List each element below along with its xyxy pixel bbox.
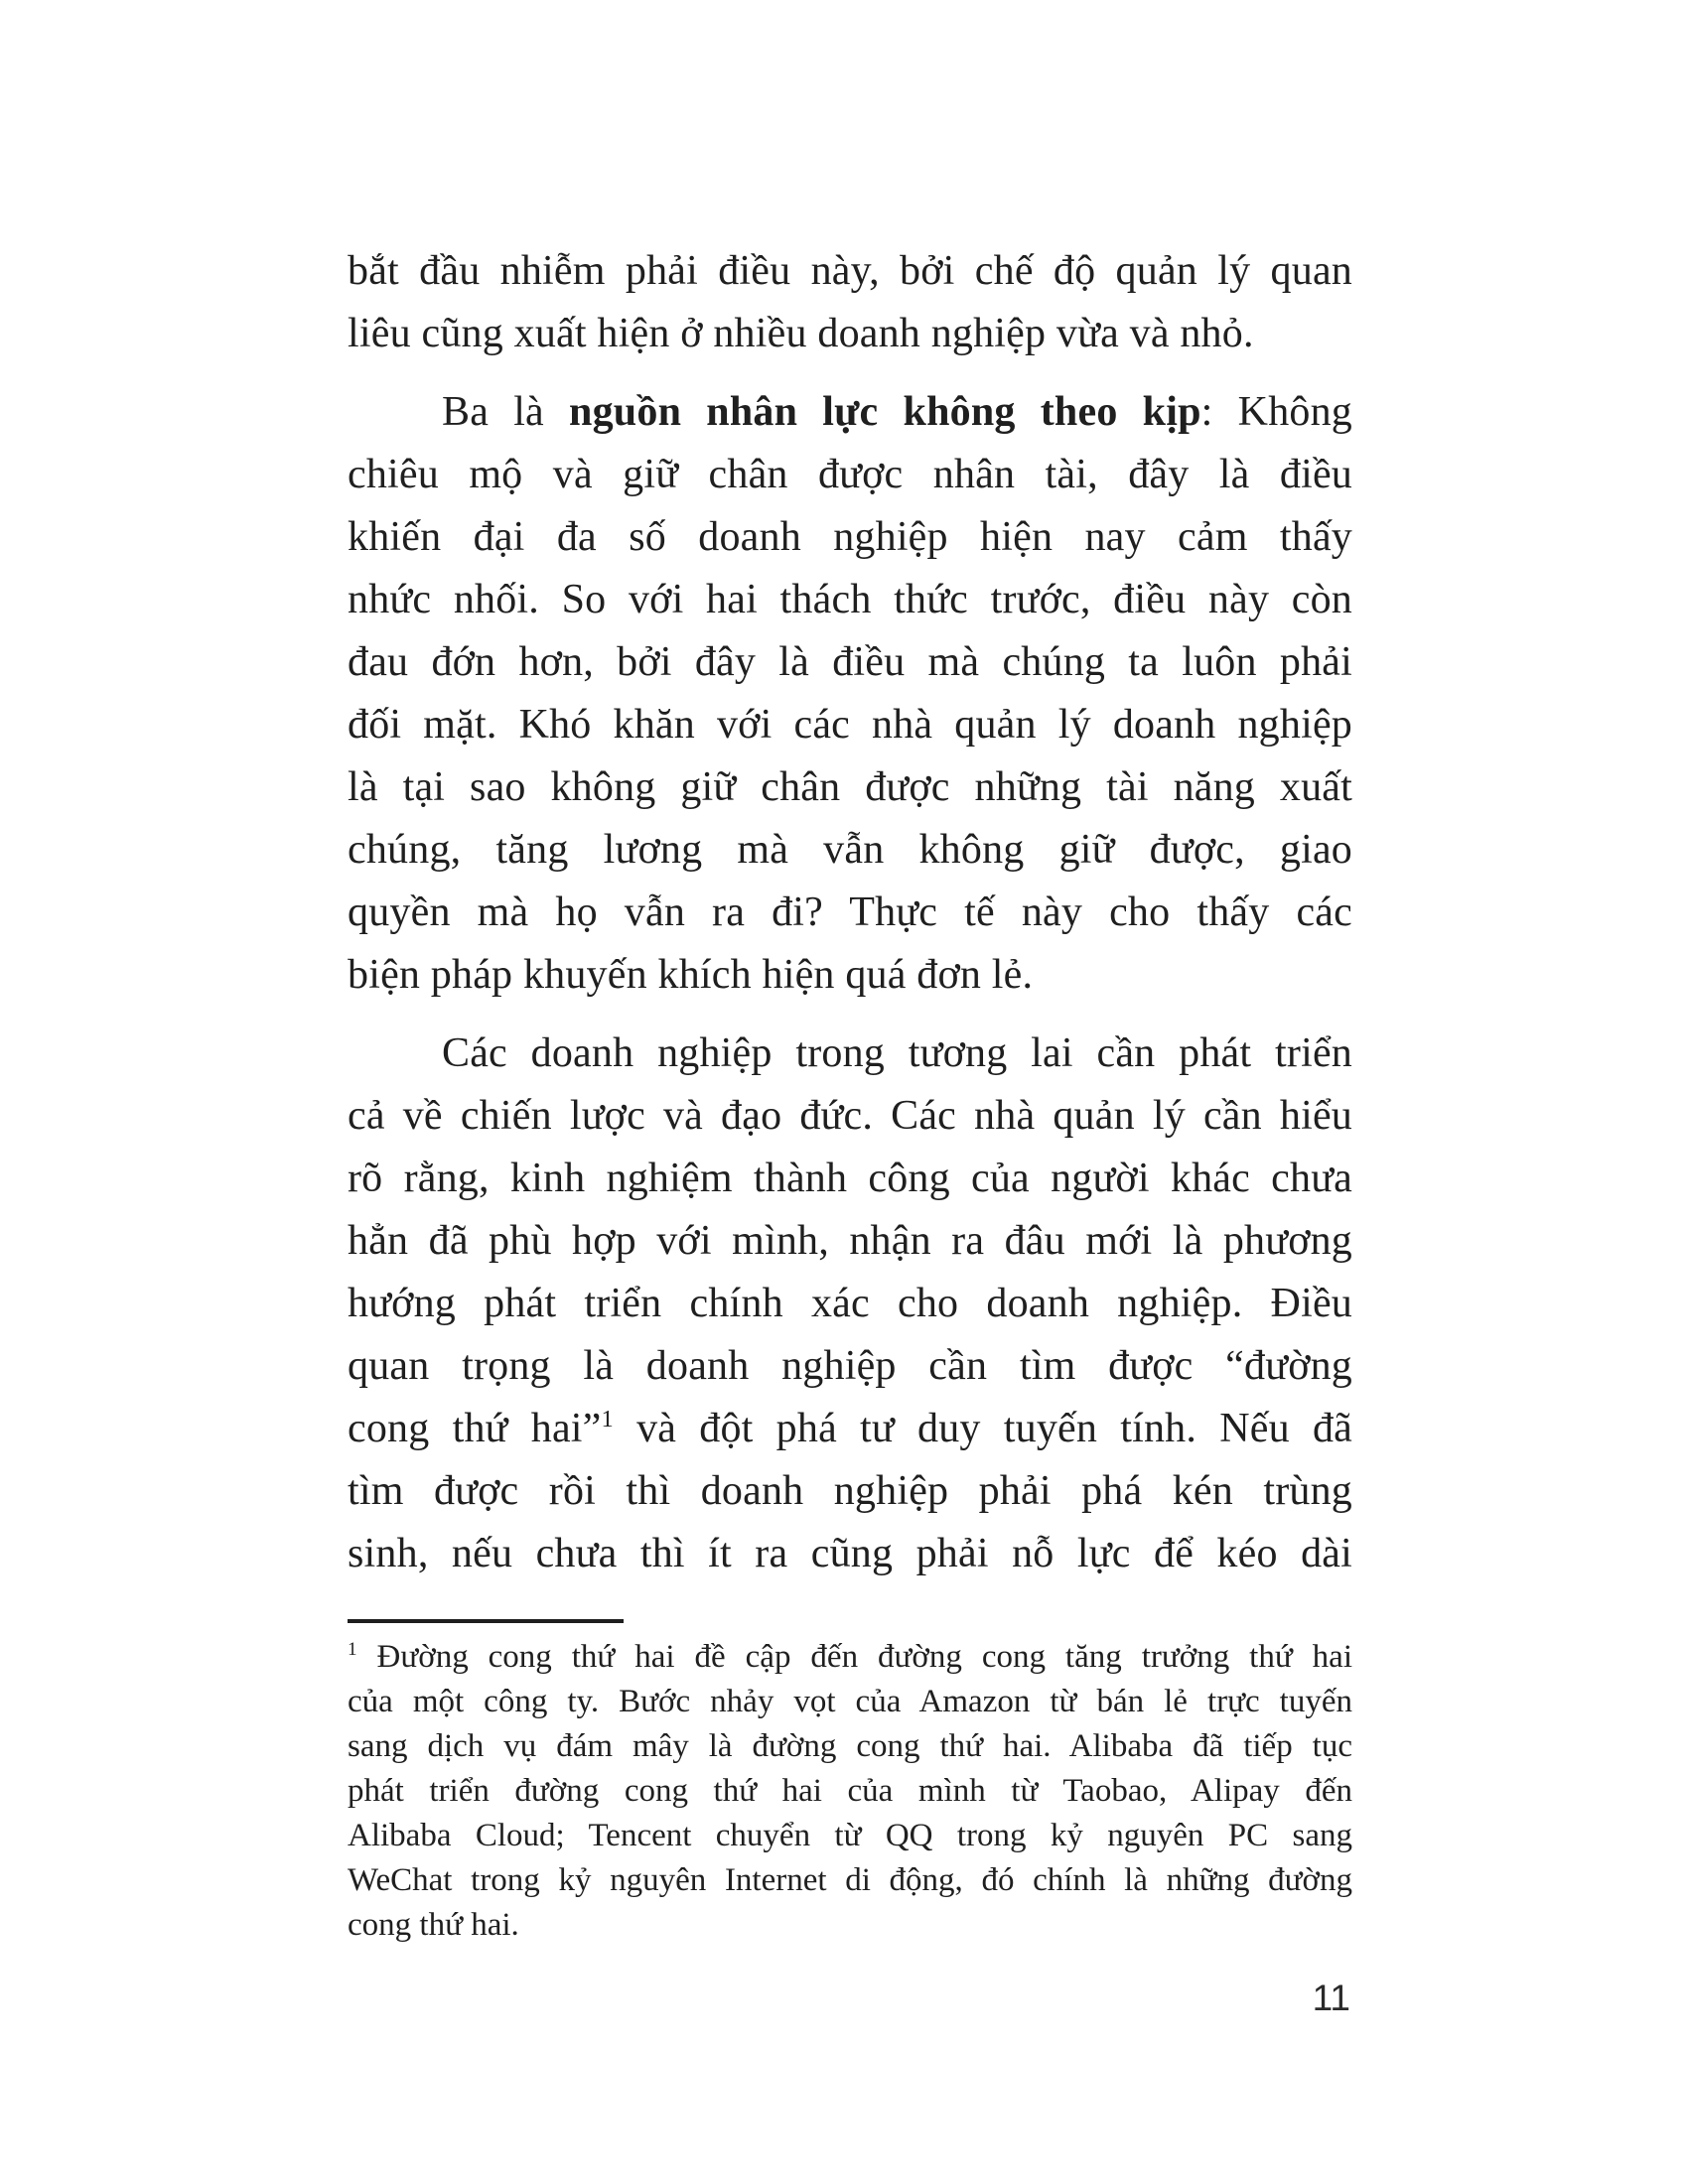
text-line: bắt đầu nhiễm phải điều này, bởi chế độ quản lý quan <box>348 248 1352 294</box>
body-text-column <box>348 240 1352 1948</box>
text-line: hẳn đã phù hợp với mình, nhận ra đâu mới là phương <box>348 1218 1352 1264</box>
text-segment: cong thứ hai” <box>348 1406 602 1451</box>
text-line: biện pháp khuyến khích hiện quá đơn lẻ. <box>348 952 1034 998</box>
superscript-ref: 1 <box>601 1406 614 1433</box>
text-line: sinh, nếu chưa thì ít ra cũng phải nỗ lực để kéo dài <box>348 1531 1352 1576</box>
page-number: 11 <box>1312 1978 1350 2018</box>
text-line: là tại sao không giữ chân được những tài năng xuất <box>348 764 1352 810</box>
bold-text: nguồn nhân lực không theo kịp <box>569 389 1201 435</box>
text-line: của một công ty. Bước nhảy vọt của Amazon từ bán lẻ trực tuyến <box>348 1684 1352 1719</box>
paragraph <box>348 381 1352 1007</box>
text-line: chúng, tăng lương mà vẫn không giữ được, giao <box>348 827 1352 873</box>
text-line: WeChat trong kỷ nguyên Internet di động, đó chính là những đường <box>348 1862 1352 1898</box>
text-line: nhức nhối. So với hai thách thức trước, điều này còn <box>348 577 1352 622</box>
text-line <box>348 1635 1352 1680</box>
footnote-text <box>348 1635 1352 1948</box>
text-segment: : Không <box>1200 389 1352 435</box>
text-line: đối mặt. Khó khăn với các nhà quản lý doanh nghiệp <box>348 702 1352 748</box>
text-line <box>348 381 1352 444</box>
text-line: phát triển đường cong thứ hai của mình từ Taobao, Alipay đến <box>348 1773 1352 1809</box>
paragraph <box>348 1023 1352 1585</box>
text-segment: Đường cong thứ hai đề cập đến đường cong tăng trưởng thứ hai <box>356 1639 1352 1675</box>
text-line: rõ rằng, kinh nghiệm thành công của người khác chưa <box>348 1156 1352 1201</box>
text-segment: Ba là <box>442 389 570 435</box>
text-line: chiêu mộ và giữ chân được nhân tài, đây là điều <box>348 452 1352 497</box>
text-line: đau đớn hơn, bởi đây là điều mà chúng ta luôn phải <box>348 639 1352 685</box>
text-line: tìm được rồi thì doanh nghiệp phải phá kén trùng <box>348 1468 1352 1514</box>
footnote-separator-rule <box>348 1619 624 1623</box>
text-line <box>348 1398 1352 1460</box>
text-line: liêu cũng xuất hiện ở nhiều doanh nghiệp vừa và nhỏ. <box>348 311 1254 356</box>
text-line: sang dịch vụ đám mây là đường cong thứ hai. Alibaba đã tiếp tục <box>348 1728 1352 1764</box>
text-line: cong thứ hai. <box>348 1907 519 1943</box>
text-line: hướng phát triển chính xác cho doanh nghiệp. Điều <box>348 1281 1352 1326</box>
text-line: quyền mà họ vẫn ra đi? Thực tế này cho thấy các <box>348 889 1352 935</box>
text-line: cả về chiến lược và đạo đức. Các nhà quản lý cần hiểu <box>348 1093 1352 1139</box>
superscript-ref: 1 <box>348 1639 357 1660</box>
text-line: quan trọng là doanh nghiệp cần tìm được “đường <box>348 1343 1352 1389</box>
footnote <box>348 1619 1352 1948</box>
text-line: khiến đại đa số doanh nghiệp hiện nay cảm thấy <box>348 514 1352 560</box>
paragraphs <box>348 240 1352 1585</box>
text-line: Các doanh nghiệp trong tương lai cần phát triển <box>442 1030 1352 1076</box>
text-segment: và đột phá tư duy tuyến tính. Nếu đã <box>613 1406 1352 1451</box>
text-line: Alibaba Cloud; Tencent chuyển từ QQ trong kỷ nguyên PC sang <box>348 1818 1352 1853</box>
paragraph <box>348 240 1352 365</box>
